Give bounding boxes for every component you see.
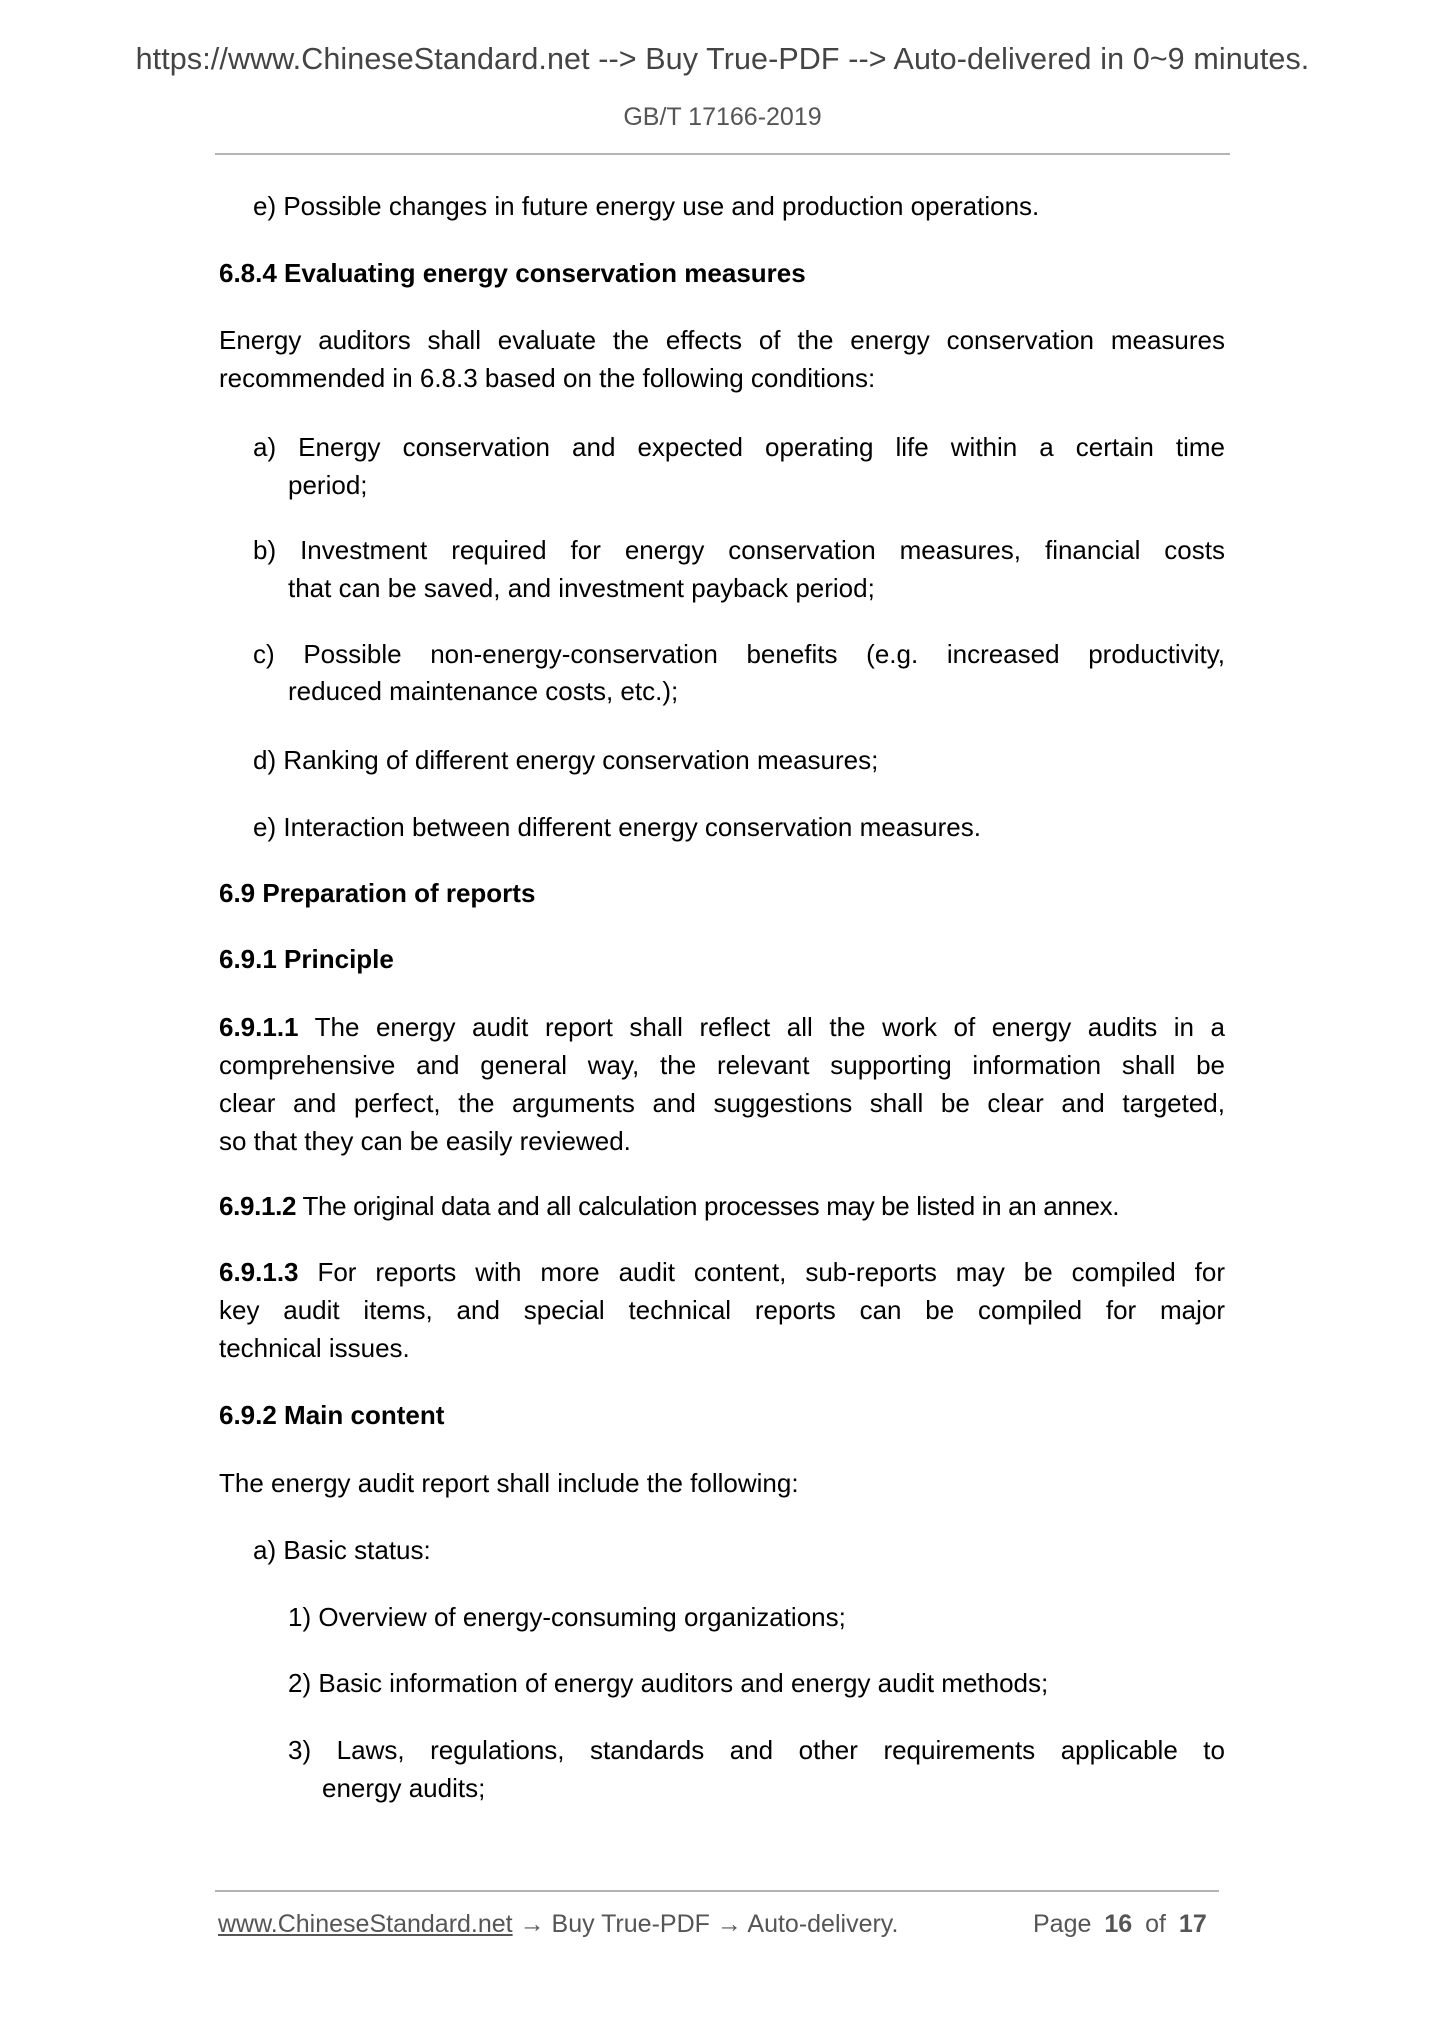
clause-6-9-1-3-line-1	[219, 1253, 1225, 1291]
page-of: of	[1145, 1910, 1166, 1938]
list-label: 2)	[288, 1668, 312, 1698]
sub-item-2	[288, 1664, 1225, 1702]
sub-item-3	[288, 1731, 1225, 1769]
page-body	[219, 0, 1225, 1880]
list-item-basic-status: a) Basic status:	[253, 1535, 431, 1565]
top-banner: https://www.ChineseStandard.net --> Buy True-PDF --> Auto-delivered in 0~9 minutes.	[135, 42, 1310, 76]
footer-promo	[218, 1910, 898, 1939]
clause-6-9-1-3-line-3: technical issues.	[219, 1333, 410, 1363]
clause-number: 6.9.1.3	[219, 1257, 299, 1287]
list-text: Energy conservation and expected operating life within a certain time	[298, 432, 1225, 462]
page-current: 16	[1104, 1910, 1133, 1938]
sub-item-1	[288, 1598, 1225, 1636]
list-text: Investment required for energy conservation measures, financial costs	[300, 535, 1225, 565]
page-label: Page	[1033, 1910, 1092, 1938]
clause-text: For reports with more audit content, sub-reports may be compiled for	[317, 1257, 1225, 1287]
list-item-a-cont: period;	[288, 470, 368, 500]
list-text: Possible non-energy-conservation benefits (e.g. increased productivity,	[303, 639, 1225, 669]
clause-6-9-1-1-line-1	[219, 1008, 1225, 1046]
list-text: Interaction between different energy conservation measures.	[283, 812, 981, 842]
list-item-b-cont: that can be saved, and investment payback period;	[288, 573, 875, 603]
section-heading-6-9: 6.9 Preparation of reports	[219, 878, 536, 908]
list-label: b)	[253, 535, 277, 565]
paragraph-6-8-4-line-1: Energy auditors shall evaluate the effects of the energy conservation measures	[219, 325, 1225, 355]
list-label: 1)	[288, 1602, 312, 1632]
footer-promo-text: → Buy True-PDF → Auto-delivery.	[512, 1910, 899, 1938]
clause-6-9-1-3-line-2: key audit items, and special technical reports can be compiled for major	[219, 1295, 1225, 1325]
footer-site-link[interactable]: www.ChineseStandard.net	[218, 1910, 513, 1938]
list-item-c	[253, 635, 1225, 673]
list-item-d	[253, 741, 1225, 779]
clause-number: 6.9.1.2	[219, 1191, 297, 1221]
clause-6-9-1-2	[219, 1187, 1225, 1225]
paragraph-6-8-4-line-2: recommended in 6.8.3 based on the following conditions:	[219, 363, 876, 393]
list-text: Overview of energy-consuming organizations;	[318, 1602, 846, 1632]
sub-item-3-cont: energy audits;	[322, 1773, 486, 1803]
list-label: a)	[253, 432, 277, 462]
list-item-a	[253, 428, 1225, 466]
list-item-b	[253, 531, 1225, 569]
list-label: e)	[253, 812, 277, 842]
list-text: Ranking of different energy conservation measures;	[283, 745, 879, 775]
section-heading-6-9-1: 6.9.1 Principle	[219, 944, 394, 974]
clause-6-9-1-1-line-4: so that they can be easily reviewed.	[219, 1126, 631, 1156]
list-label: 3)	[288, 1735, 312, 1765]
clause-6-9-1-1-line-2: comprehensive and general way, the relevant supporting information shall be	[219, 1050, 1225, 1080]
section-heading-6-9-2: 6.9.2 Main content	[219, 1400, 445, 1430]
clause-6-9-1-1-line-3: clear and perfect, the arguments and suggestions shall be clear and targeted,	[219, 1088, 1225, 1118]
footer-divider	[215, 1890, 1219, 1892]
clause-text: The original data and all calculation processes may be listed in an annex.	[302, 1191, 1120, 1221]
document-code: GB/T 17166-2019	[623, 103, 822, 131]
page-number	[1033, 1910, 1219, 1939]
list-item-e-prev: e) Possible changes in future energy use and production operations.	[253, 191, 1040, 221]
list-label: d)	[253, 745, 277, 775]
list-item-e	[253, 808, 1225, 846]
list-text: Basic information of energy auditors and energy audit methods;	[318, 1668, 1049, 1698]
paragraph-6-9-2-intro: The energy audit report shall include the following:	[219, 1468, 799, 1498]
page-total: 17	[1178, 1910, 1207, 1938]
clause-number: 6.9.1.1	[219, 1012, 299, 1042]
list-item-c-cont: reduced maintenance costs, etc.);	[288, 676, 679, 706]
clause-text: The energy audit report shall reflect all the work of energy audits in a	[314, 1012, 1225, 1042]
list-label: c)	[253, 639, 275, 669]
section-heading-6-8-4: 6.8.4 Evaluating energy conservation measures	[219, 258, 806, 288]
list-text: Laws, regulations, standards and other requirements applicable to	[336, 1735, 1225, 1765]
